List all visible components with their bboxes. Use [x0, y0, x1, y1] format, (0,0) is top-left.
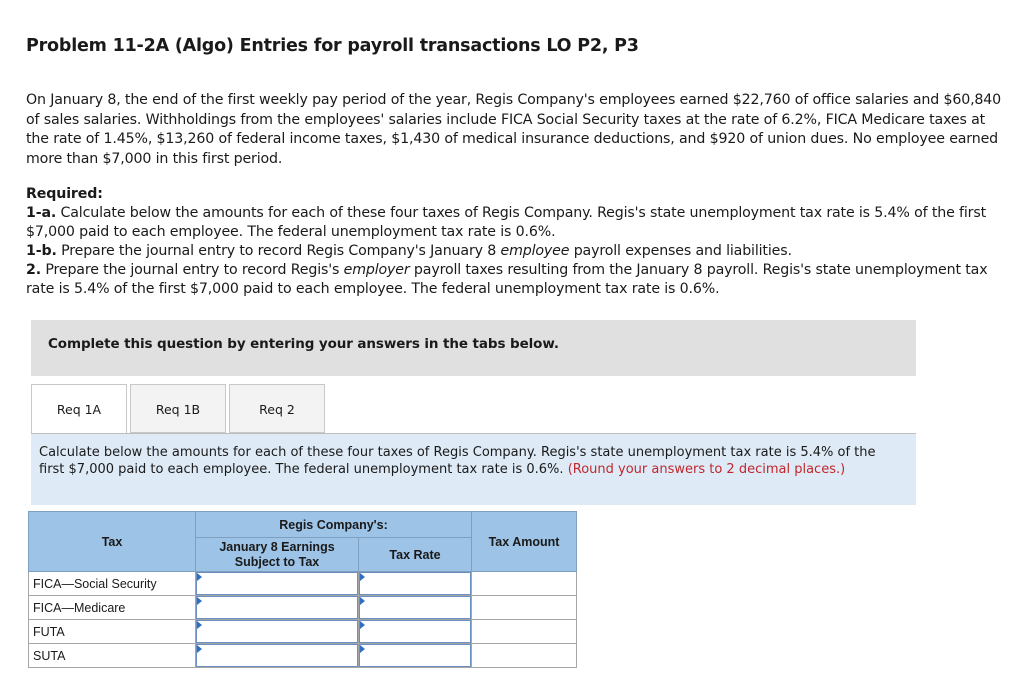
tax-table	[28, 511, 577, 668]
requirement-1b-label: 1-b.	[26, 243, 57, 259]
tab-req-1a[interactable]: Req 1A	[31, 384, 127, 434]
tax-amount-cell	[472, 644, 577, 668]
required-section	[26, 185, 1011, 299]
col-header-tax-rate: Tax Rate	[359, 538, 472, 572]
tax-amount-cell	[472, 596, 577, 620]
table-row	[29, 572, 577, 596]
col-header-earnings	[196, 538, 359, 572]
tax-rate-input[interactable]	[359, 620, 471, 643]
rounding-note: (Round your answers to 2 decimal places.)	[567, 461, 846, 477]
col-header-earnings-line1: January 8 Earnings	[219, 539, 335, 554]
tax-amount-cell	[472, 572, 577, 596]
requirement-2-emphasis: employer	[343, 262, 410, 278]
requirement-1a-text: Calculate below the amounts for each of these four taxes of Regis Company. Regis's state unemployment tax rate is 5.4% of the first $7,000 paid to each employee. The federal unemployment tax rate is 0.6%.	[26, 205, 986, 240]
complete-banner-text: Complete this question by entering your answers in the tabs below.	[48, 336, 559, 352]
row-label: FICA—Medicare	[29, 596, 196, 620]
problem-title: Problem 11-2A (Algo) Entries for payroll transactions LO P2, P3	[26, 36, 639, 56]
requirement-1b-text: Prepare the journal entry to record Regis Company's January 8	[61, 243, 497, 259]
tax-amount-cell	[472, 620, 577, 644]
instruction-panel	[31, 434, 916, 505]
requirement-2-text: Prepare the journal entry to record Regis's	[45, 262, 340, 278]
tax-rate-input[interactable]	[359, 596, 471, 619]
col-header-tax: Tax	[29, 512, 196, 572]
requirement-1a-label: 1-a.	[26, 205, 57, 221]
table-row	[29, 596, 577, 620]
col-header-tax-amount: Tax Amount	[472, 512, 577, 572]
requirement-1b-text-end: payroll expenses and liabilities.	[573, 243, 792, 259]
table-row	[29, 620, 577, 644]
instruction-text: Calculate below the amounts for each of these four taxes of Regis Company. Regis's state unemployment tax rate is 5.4% of the first $7,000 paid to each employee. The federal unemployment tax rate is 0.6%.	[39, 445, 876, 477]
required-heading: Required:	[26, 186, 103, 202]
tab-req-2[interactable]: Req 2	[229, 384, 325, 433]
problem-statement: On January 8, the end of the first weekly pay period of the year, Regis Company's employees earned $22,760 of office salaries and $60,840 of sales salaries. Withholdings from the employees' salaries include FICA Social Security taxes at the rate of 6.2%, FICA Medicare taxes at the rate of 1.45%, $13,260 of federal income taxes, $1,430 of medical insurance deductions, and $920 of union dues. No employee earned more than $7,000 in this first period.	[26, 92, 1002, 167]
requirement-2	[26, 261, 1011, 299]
table-row	[29, 644, 577, 668]
row-label: SUTA	[29, 644, 196, 668]
group-header-regis: Regis Company's:	[196, 512, 472, 538]
tax-rate-input[interactable]	[359, 644, 471, 667]
requirement-1a	[26, 204, 1011, 242]
requirement-1b-emphasis: employee	[500, 243, 570, 259]
requirement-2-label: 2.	[26, 262, 41, 278]
requirement-2-text-end: payroll taxes resulting from the January 8 payroll. Regis's state unemployment tax rate is 5.4% of the first $7,000 paid to each employee. The federal unemployment tax rate is 0.6%.	[26, 262, 988, 297]
row-label: FICA—Social Security	[29, 572, 196, 596]
earnings-input[interactable]	[196, 644, 358, 667]
col-header-earnings-line2: Subject to Tax	[234, 554, 320, 569]
complete-banner	[31, 320, 916, 376]
earnings-input[interactable]	[196, 572, 358, 595]
tax-rate-input[interactable]	[359, 572, 471, 595]
row-label: FUTA	[29, 620, 196, 644]
requirement-1b	[26, 242, 1011, 261]
earnings-input[interactable]	[196, 620, 358, 643]
earnings-input[interactable]	[196, 596, 358, 619]
tab-req-1b[interactable]: Req 1B	[130, 384, 226, 433]
